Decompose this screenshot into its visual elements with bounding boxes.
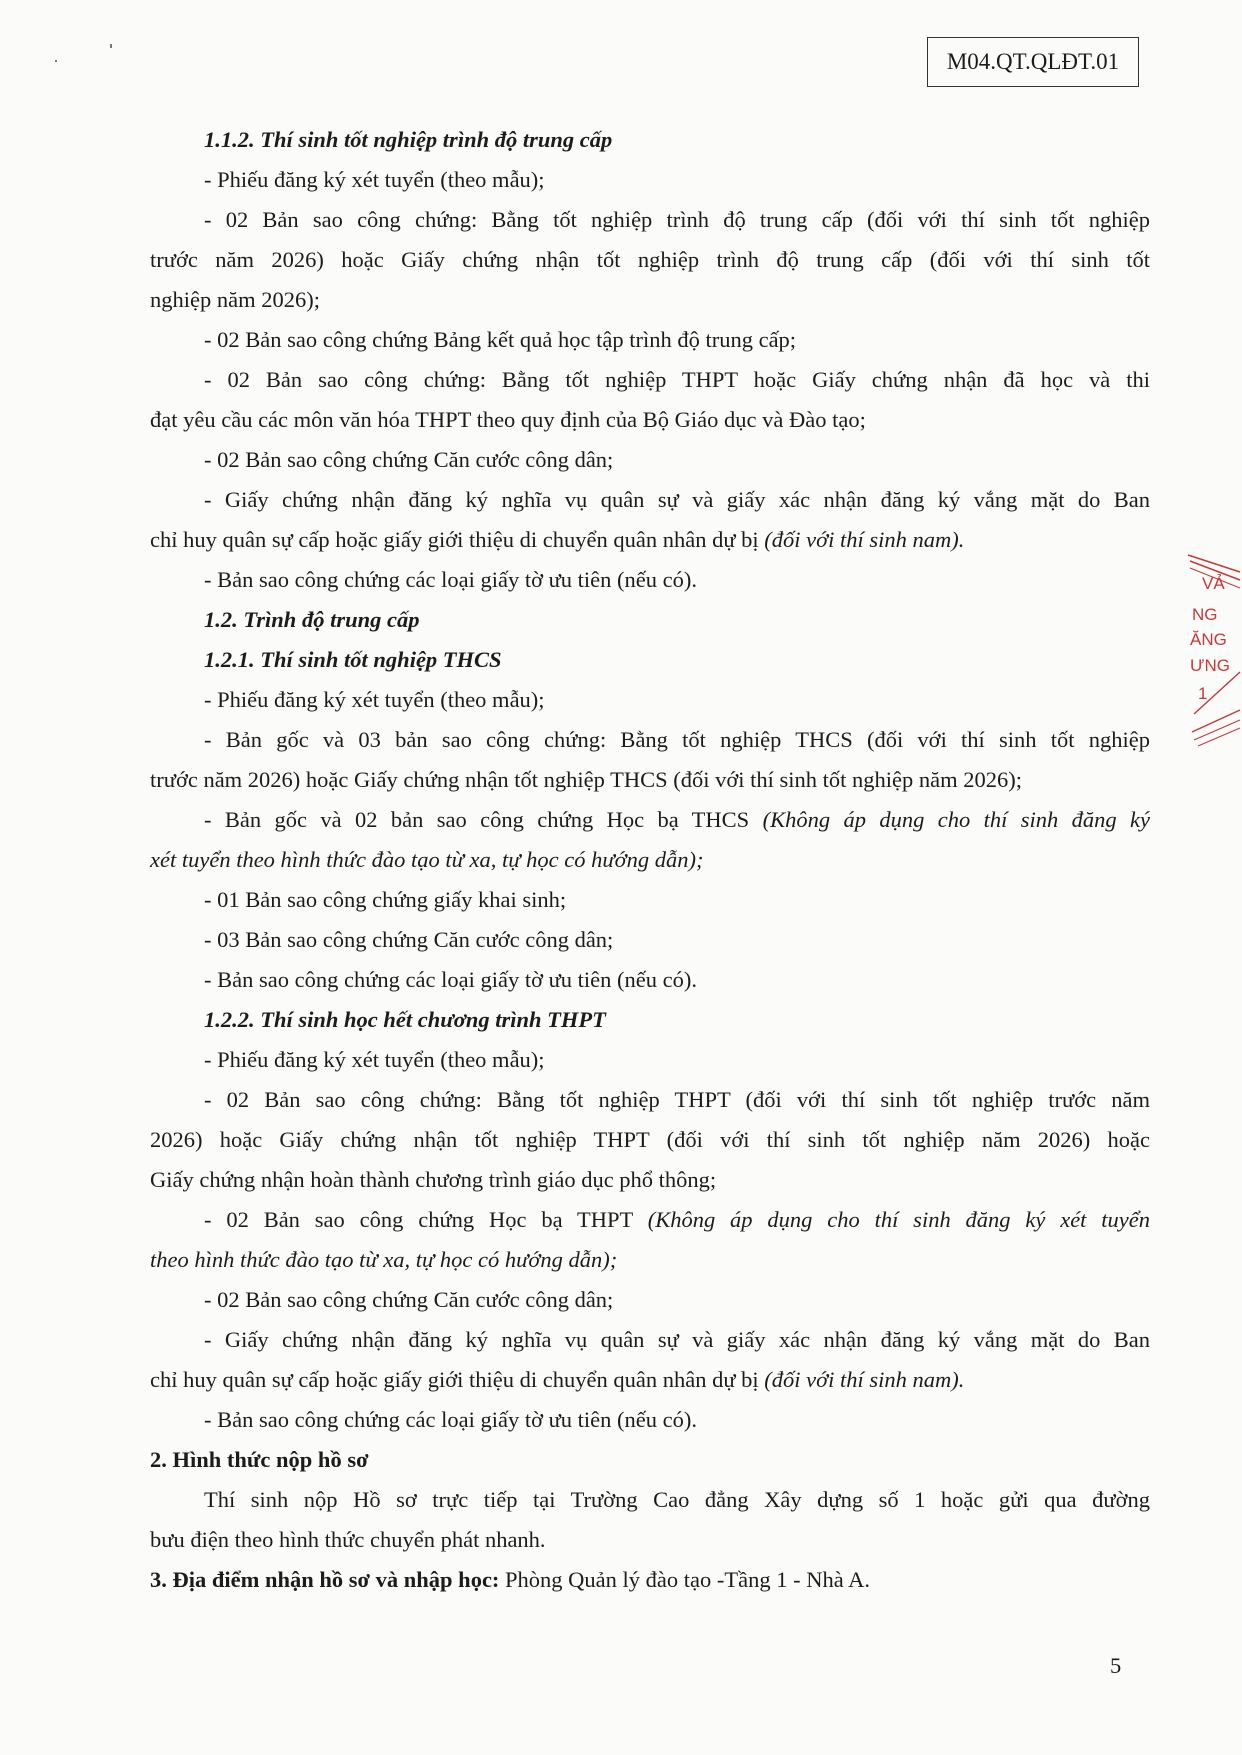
heading-1-2: 1.2. Trình độ trung cấp bbox=[204, 607, 420, 632]
italic-note-line: theo hình thức đào tạo từ xa, tự học có hướng dẫn); bbox=[150, 1247, 618, 1272]
list-item: - Phiếu đăng ký xét tuyển (theo mẫu); bbox=[204, 167, 545, 192]
red-stamp-fragment bbox=[1180, 550, 1242, 780]
text-run: chỉ huy quân sự cấp hoặc giấy giới thiệu di chuyển quân nhân dự bị bbox=[150, 527, 759, 552]
list-item: - Giấy chứng nhận đăng ký nghĩa vụ quân sự và giấy xác nhận đăng ký vắng mặt do Ban bbox=[204, 1327, 1150, 1352]
scan-speck bbox=[110, 44, 112, 48]
stamp-text: 1 bbox=[1198, 684, 1208, 703]
text-run: - 02 Bản sao công chứng Học bạ THPT bbox=[204, 1207, 633, 1232]
italic-note: (Không áp dụng cho thí sinh đăng ký xét tuyển bbox=[647, 1207, 1151, 1232]
section-heading-3: 3. Địa điểm nhận hồ sơ và nhập học: bbox=[150, 1567, 500, 1592]
document-code-box bbox=[927, 37, 1139, 87]
paragraph-line bbox=[150, 520, 1150, 560]
italic-note: (đối với thí sinh nam). bbox=[764, 527, 965, 552]
italic-note: (Không áp dụng cho thí sinh đăng ký bbox=[762, 807, 1150, 832]
italic-note-line: xét tuyển theo hình thức đào tạo từ xa, tự học có hướng dẫn); bbox=[150, 847, 704, 872]
paragraph-line: nghiệp năm 2026); bbox=[150, 287, 320, 312]
section-3-line bbox=[150, 1560, 1150, 1600]
stamp-text: NG bbox=[1192, 605, 1218, 624]
section-heading-2: 2. Hình thức nộp hồ sơ bbox=[150, 1447, 369, 1472]
italic-note: (đối với thí sinh nam). bbox=[764, 1367, 965, 1392]
paragraph-line: 2026) hoặc Giấy chứng nhận tốt nghiệp THPT (đối với thí sinh tốt nghiệp năm 2026) hoặc bbox=[150, 1127, 1150, 1152]
list-item: - Bản sao công chứng các loại giấy tờ ưu tiên (nếu có). bbox=[204, 967, 698, 992]
list-item: - 03 Bản sao công chứng Căn cước công dân; bbox=[204, 927, 614, 952]
document-body bbox=[150, 120, 1150, 1600]
list-item: - Bản gốc và 03 bản sao công chứng: Bằng tốt nghiệp THCS (đối với thí sinh tốt nghiệp bbox=[204, 727, 1150, 752]
list-item: - 02 Bản sao công chứng: Bằng tốt nghiệp THPT hoặc Giấy chứng nhận đã học và thi bbox=[204, 367, 1150, 392]
list-item: - 01 Bản sao công chứng giấy khai sinh; bbox=[204, 887, 567, 912]
stamp-text: ƯNG bbox=[1190, 656, 1231, 675]
text-run: - Bản gốc và 02 bản sao công chứng Học bạ THCS bbox=[204, 807, 750, 832]
list-item: - 02 Bản sao công chứng Căn cước công dân; bbox=[204, 1287, 614, 1312]
list-item: - Bản sao công chứng các loại giấy tờ ưu tiên (nếu có). bbox=[204, 1407, 698, 1432]
list-item: - 02 Bản sao công chứng: Bằng tốt nghiệp trình độ trung cấp (đối với thí sinh tốt nghiệp bbox=[204, 207, 1150, 232]
paragraph-line: Giấy chứng nhận hoàn thành chương trình giáo dục phổ thông; bbox=[150, 1167, 717, 1192]
stamp-text: VẢ bbox=[1202, 574, 1225, 593]
list-item bbox=[150, 800, 1150, 840]
list-item: - Bản sao công chứng các loại giấy tờ ưu tiên (nếu có). bbox=[204, 567, 698, 592]
list-item bbox=[150, 1200, 1150, 1240]
list-item: - Phiếu đăng ký xét tuyển (theo mẫu); bbox=[204, 687, 545, 712]
paragraph-line: Thí sinh nộp Hồ sơ trực tiếp tại Trường Cao đẳng Xây dựng số 1 hoặc gửi qua đường bbox=[204, 1487, 1150, 1512]
text-run: Phòng Quản lý đào tạo -Tầng 1 - Nhà A. bbox=[505, 1567, 870, 1592]
paragraph-line: trước năm 2026) hoặc Giấy chứng nhận tốt nghiệp THCS (đối với thí sinh tốt nghiệp năm 2026); bbox=[150, 767, 1023, 792]
list-item: - 02 Bản sao công chứng Căn cước công dân; bbox=[204, 447, 614, 472]
paragraph-line: bưu điện theo hình thức chuyển phát nhanh. bbox=[150, 1527, 546, 1552]
scan-speck bbox=[55, 60, 57, 62]
heading-1-2-1: 1.2.1. Thí sinh tốt nghiệp THCS bbox=[204, 647, 502, 672]
heading-1-1-2: 1.1.2. Thí sinh tốt nghiệp trình độ trung cấp bbox=[204, 127, 613, 152]
list-item: - Giấy chứng nhận đăng ký nghĩa vụ quân sự và giấy xác nhận đăng ký vắng mặt do Ban bbox=[204, 487, 1150, 512]
list-item: - Phiếu đăng ký xét tuyển (theo mẫu); bbox=[204, 1047, 545, 1072]
paragraph-line bbox=[150, 1360, 1150, 1400]
heading-1-2-2: 1.2.2. Thí sinh học hết chương trình THPT bbox=[204, 1007, 606, 1032]
list-item: - 02 Bản sao công chứng: Bằng tốt nghiệp THPT (đối với thí sinh tốt nghiệp trước năm bbox=[204, 1087, 1150, 1112]
page-number: 5 bbox=[1110, 1653, 1122, 1678]
paragraph-line: trước năm 2026) hoặc Giấy chứng nhận tốt nghiệp trình độ trung cấp (đối với thí sinh tốt bbox=[150, 247, 1150, 272]
list-item: - 02 Bản sao công chứng Bảng kết quả học tập trình độ trung cấp; bbox=[204, 327, 797, 352]
document-code: M04.QT.QLĐT.01 bbox=[946, 49, 1120, 74]
stamp-text: ĂNG bbox=[1190, 630, 1227, 649]
text-run: chỉ huy quân sự cấp hoặc giấy giới thiệu di chuyển quân nhân dự bị bbox=[150, 1367, 759, 1392]
paragraph-line: đạt yêu cầu các môn văn hóa THPT theo quy định của Bộ Giáo dục và Đào tạo; bbox=[150, 407, 866, 432]
